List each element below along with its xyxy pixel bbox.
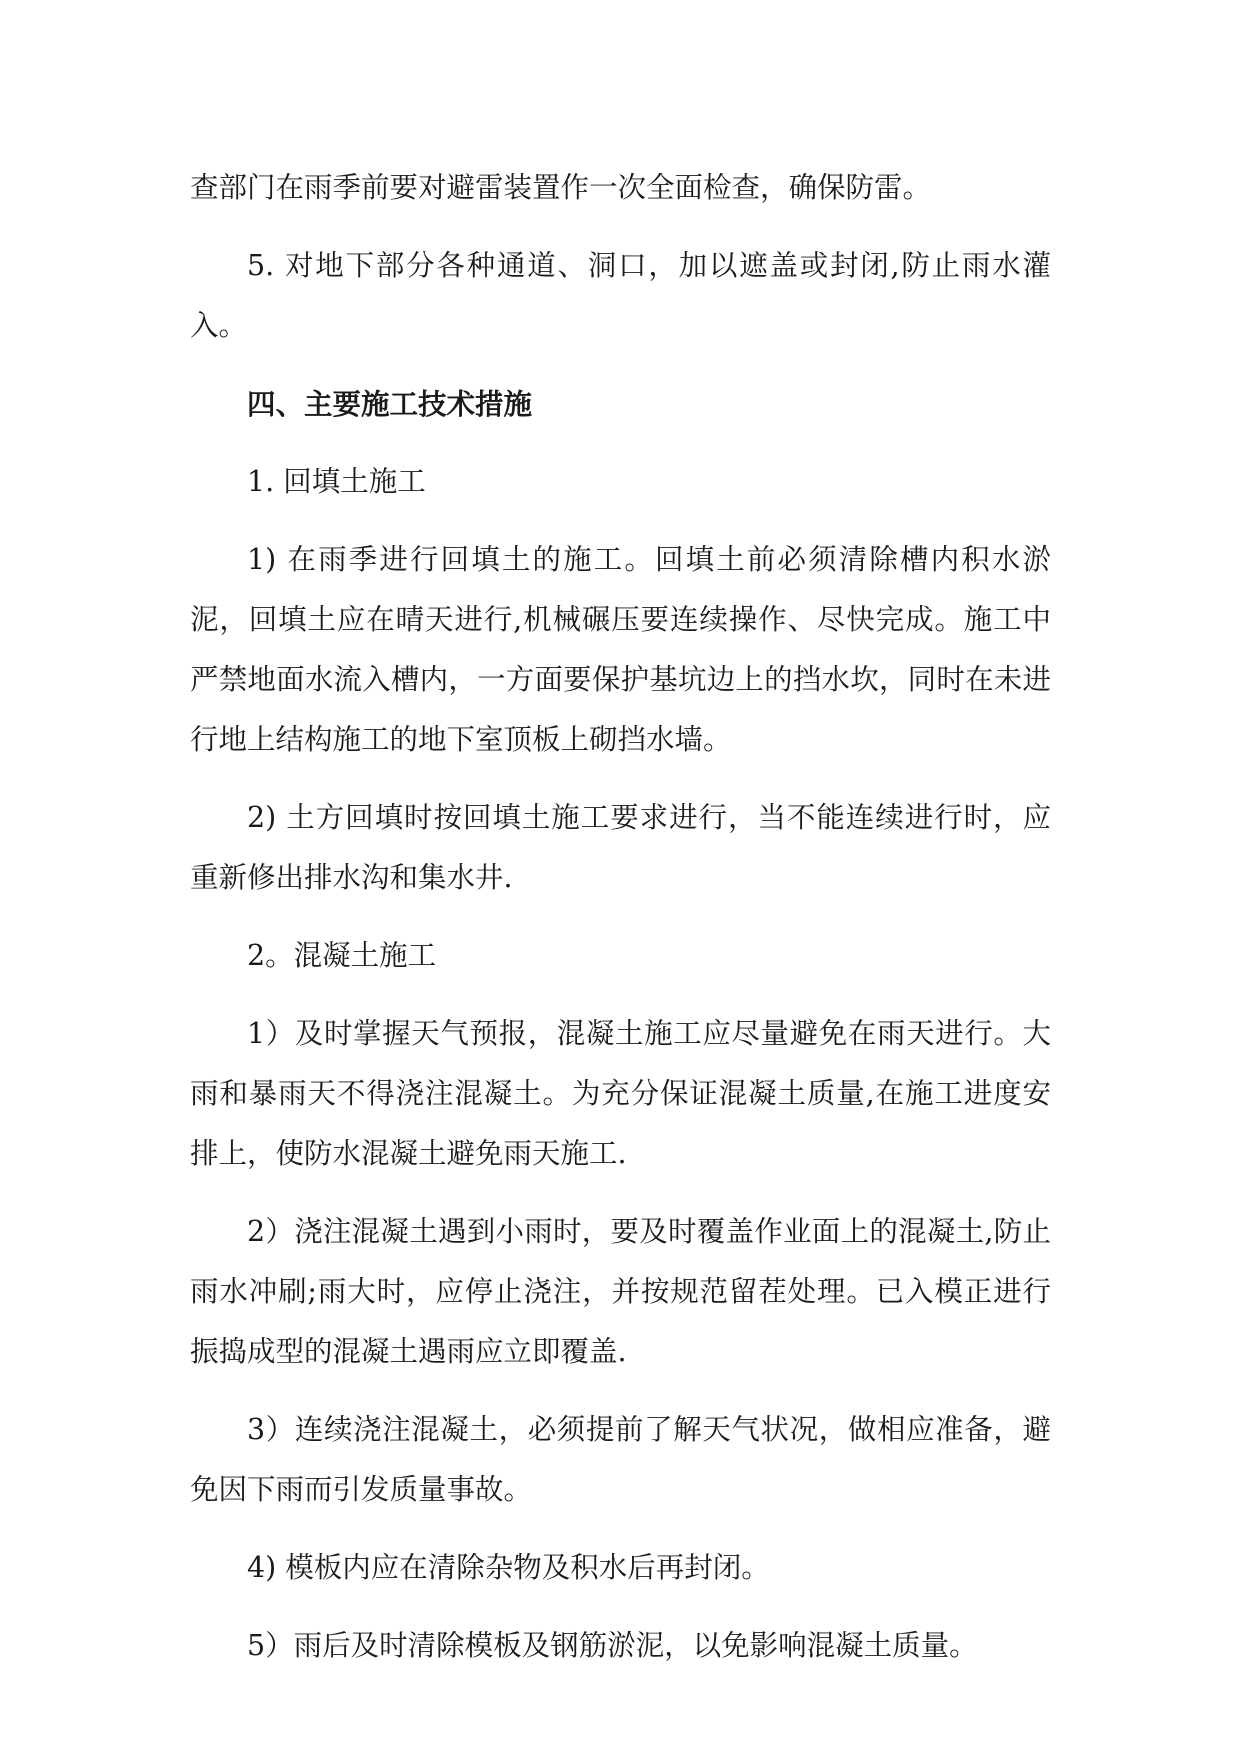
paragraph: 3）连续浇注混凝土，必须提前了解天气状况，做相应准备，避免因下雨而引发质量事故。 [190,1413,1051,1506]
paragraph-continuation: 查部门在雨季前要对避雷装置作一次全面检查，确保防雷。 [190,171,932,204]
paragraph: 1）及时掌握天气预报，混凝土施工应尽量避免在雨天进行。大雨和暴雨天不得浇注混凝土。为充分保证混凝土质量,在施工进度安排上，使防水混凝土避免雨天施工. [190,1017,1051,1170]
paragraph: 2) 土方回填时按回填土施工要求进行，当不能连续进行时，应重新修出排水沟和集水井. [190,801,1051,894]
subheading-concrete: 2。混凝土施工 [247,939,437,972]
paragraph: 5）雨后及时清除模板及钢筋淤泥，以免影响混凝土质量。 [247,1629,978,1662]
paragraph: 1) 在雨季进行回填土的施工。回填土前必须清除槽内积水淤泥，回填土应在晴天进行,机械碾压要连续操作、尽快完成。施工中严禁地面水流入槽内，一方面要保护基坑边上的挡水坎，同时在未进行地上结构施工的地下室顶板上砌挡水墙。 [190,543,1051,756]
document-page [190,158,1051,1694]
subheading-backfill: 1. 回填土施工 [247,465,426,498]
paragraph-item-5: 5. 对地下部分各种通道、洞口，加以遮盖或封闭,防止雨水灌入。 [190,249,1051,342]
section-heading: 四、主要施工技术措施 [247,387,533,421]
paragraph: 4) 模板内应在清除杂物及积水后再封闭。 [247,1551,770,1584]
paragraph: 2）浇注混凝土遇到小雨时，要及时覆盖作业面上的混凝土,防止雨水冲刷;雨大时，应停止浇注，并按规范留茬处理。已入模正进行振捣成型的混凝土遇雨应立即覆盖. [190,1215,1051,1368]
